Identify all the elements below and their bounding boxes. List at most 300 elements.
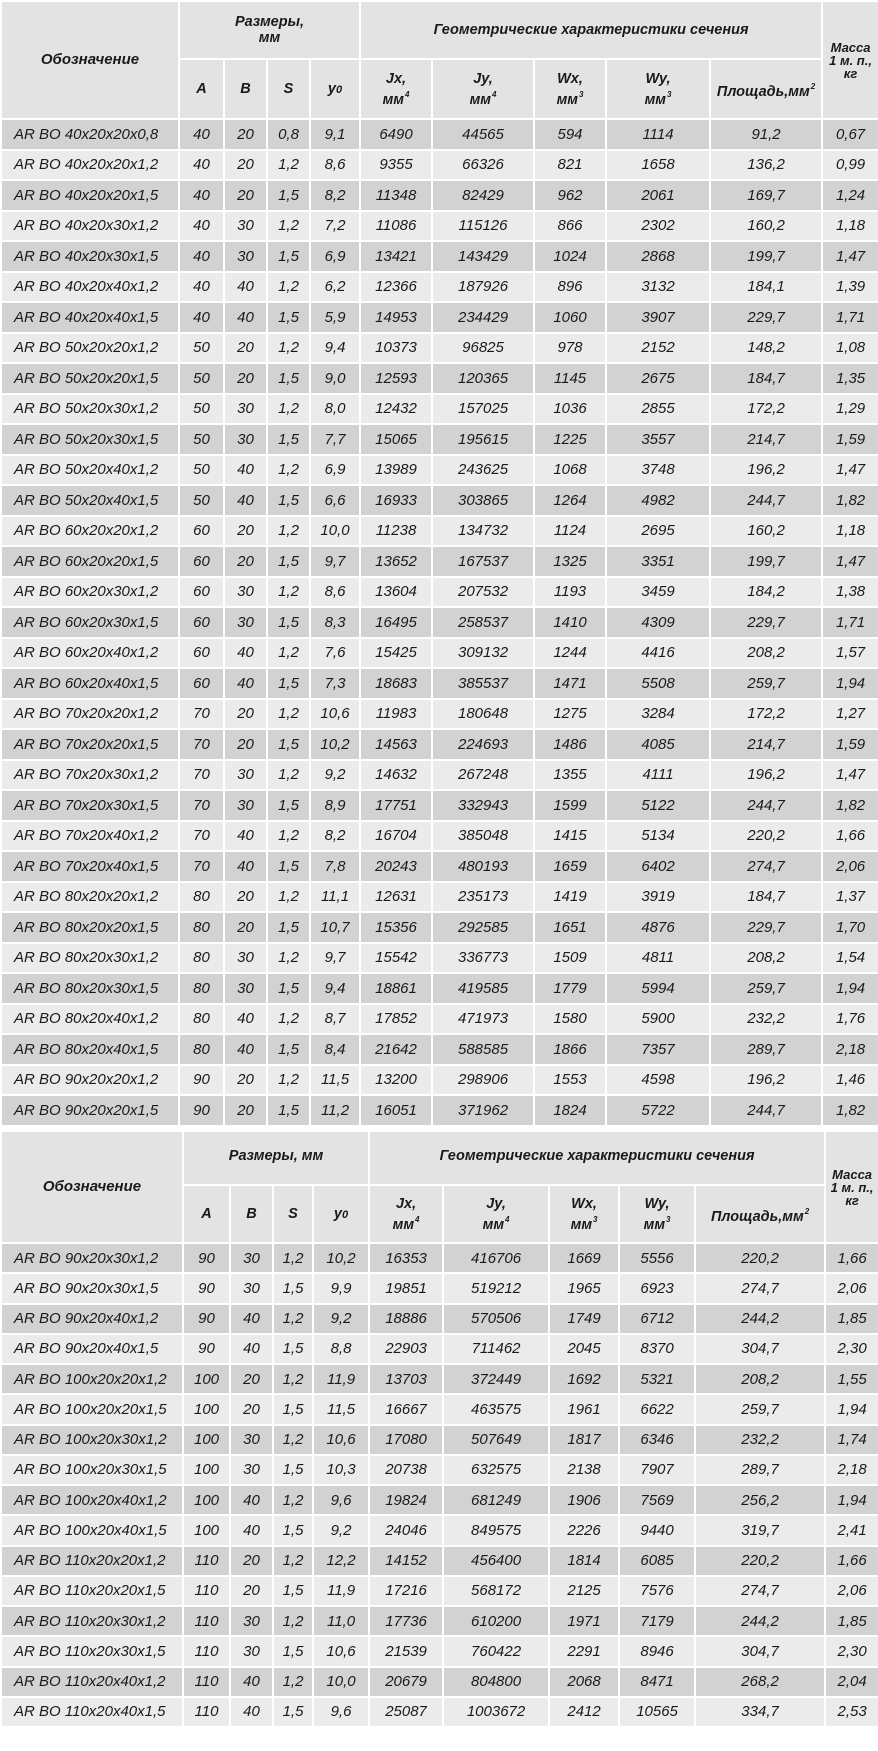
col-b-header <box>224 59 267 119</box>
value-cell: 20 <box>224 912 267 943</box>
value-cell: 19851 <box>369 1273 443 1303</box>
value-cell: 232,2 <box>710 1004 822 1035</box>
value-cell: 40 <box>179 180 224 211</box>
value-cell: 1749 <box>549 1304 619 1334</box>
value-cell: 30 <box>224 394 267 425</box>
table-row <box>1 363 878 394</box>
value-cell: 2,41 <box>825 1515 878 1545</box>
value-cell: 30 <box>230 1636 273 1666</box>
value-cell: 1325 <box>534 546 606 577</box>
value-cell: 13652 <box>360 546 432 577</box>
value-cell: 11,0 <box>313 1606 369 1636</box>
designation-cell: AR BO 50x20x30x1,5 <box>1 424 179 455</box>
value-cell: 9,2 <box>310 760 360 791</box>
value-cell: 30 <box>230 1425 273 1455</box>
value-cell: 30 <box>230 1455 273 1485</box>
value-cell: 90 <box>179 1095 224 1126</box>
value-cell: 196,2 <box>710 760 822 791</box>
designation-cell: AR BO 80x20x20x1,2 <box>1 882 179 913</box>
table-row <box>1 1394 878 1424</box>
value-cell: 1,2 <box>273 1364 313 1394</box>
value-cell: 5134 <box>606 821 710 852</box>
value-cell: 5722 <box>606 1095 710 1126</box>
value-cell: 20243 <box>360 851 432 882</box>
value-cell: 274,7 <box>695 1273 825 1303</box>
value-cell: 40 <box>224 1004 267 1035</box>
value-cell: 1415 <box>534 821 606 852</box>
area-exp: 2 <box>810 81 816 91</box>
col-s-header <box>267 59 310 119</box>
value-cell: 1,5 <box>267 973 310 1004</box>
designation-cell: AR BO 50x20x30x1,2 <box>1 394 179 425</box>
value-cell: 13200 <box>360 1065 432 1096</box>
table-row <box>1 1515 878 1545</box>
value-cell: 1,18 <box>822 211 878 242</box>
value-cell: 100 <box>183 1425 230 1455</box>
col-jy-label-2: Jy, <box>486 1195 506 1212</box>
value-cell: 10,6 <box>310 699 360 730</box>
table-row <box>1 424 878 455</box>
value-cell: 5,9 <box>310 302 360 333</box>
value-cell: 11238 <box>360 516 432 547</box>
value-cell: 90 <box>183 1334 230 1364</box>
value-cell: 1355 <box>534 760 606 791</box>
value-cell: 136,2 <box>710 150 822 181</box>
value-cell: 1,66 <box>825 1243 878 1273</box>
value-cell: 1,59 <box>822 424 878 455</box>
value-cell: 143429 <box>432 241 534 272</box>
value-cell: 13989 <box>360 455 432 486</box>
value-cell: 40 <box>230 1667 273 1697</box>
value-cell: 7569 <box>619 1485 695 1515</box>
table-row <box>1 973 878 1004</box>
value-cell: 1244 <box>534 638 606 669</box>
value-cell: 20738 <box>369 1455 443 1485</box>
value-cell: 1,2 <box>267 394 310 425</box>
value-cell: 289,7 <box>710 1034 822 1065</box>
value-cell: 13421 <box>360 241 432 272</box>
value-cell: 1,54 <box>822 943 878 974</box>
value-cell: 6712 <box>619 1304 695 1334</box>
col-wx-unit-2: мм <box>570 1216 593 1233</box>
value-cell: 20 <box>230 1364 273 1394</box>
value-cell: 196,2 <box>710 1065 822 1096</box>
value-cell: 207532 <box>432 577 534 608</box>
value-cell: 16704 <box>360 821 432 852</box>
value-cell: 480193 <box>432 851 534 882</box>
value-cell: 60 <box>179 638 224 669</box>
value-cell: 21539 <box>369 1636 443 1666</box>
value-cell: 80 <box>179 943 224 974</box>
value-cell: 760422 <box>443 1636 549 1666</box>
value-cell: 1410 <box>534 607 606 638</box>
value-cell: 319,7 <box>695 1515 825 1545</box>
designation-cell: AR BO 110x20x20x1,5 <box>1 1576 183 1606</box>
value-cell: 11,1 <box>310 882 360 913</box>
value-cell: 4982 <box>606 485 710 516</box>
col-s-label-2: S <box>288 1206 298 1222</box>
value-cell: 3351 <box>606 546 710 577</box>
mass-header: Масса 1 м. п., кг <box>822 1 878 119</box>
value-cell: 2,30 <box>825 1636 878 1666</box>
col-jx-header <box>360 59 432 119</box>
value-cell: 184,7 <box>710 882 822 913</box>
value-cell: 610200 <box>443 1606 549 1636</box>
value-cell: 1,5 <box>273 1636 313 1666</box>
table-row <box>1 1576 878 1606</box>
value-cell: 1,85 <box>825 1304 878 1334</box>
value-cell: 588585 <box>432 1034 534 1065</box>
value-cell: 172,2 <box>710 699 822 730</box>
value-cell: 7907 <box>619 1455 695 1485</box>
value-cell: 24046 <box>369 1515 443 1545</box>
value-cell: 519212 <box>443 1273 549 1303</box>
designation-cell: AR BO 100x20x40x1,2 <box>1 1485 183 1515</box>
value-cell: 0,99 <box>822 150 878 181</box>
col-b-label: B <box>240 81 251 97</box>
col-jy-exp: 4 <box>492 89 497 99</box>
value-cell: 40 <box>179 241 224 272</box>
value-cell: 1275 <box>534 699 606 730</box>
value-cell: 1,2 <box>273 1606 313 1636</box>
value-cell: 1,2 <box>267 882 310 913</box>
value-cell: 1,71 <box>822 302 878 333</box>
value-cell: 10,3 <box>313 1455 369 1485</box>
value-cell: 7,8 <box>310 851 360 882</box>
value-cell: 594 <box>534 119 606 150</box>
designation-cell: AR BO 50x20x40x1,2 <box>1 455 179 486</box>
value-cell: 66326 <box>432 150 534 181</box>
value-cell: 220,2 <box>710 821 822 852</box>
col-jy-header <box>432 59 534 119</box>
value-cell: 199,7 <box>710 241 822 272</box>
table-row <box>1 150 878 181</box>
value-cell: 1659 <box>534 851 606 882</box>
value-cell: 40 <box>224 272 267 303</box>
value-cell: 20 <box>230 1546 273 1576</box>
designation-header-2: Обозначение <box>1 1131 183 1243</box>
value-cell: 1553 <box>534 1065 606 1096</box>
col-wx-unit: мм <box>556 91 579 108</box>
value-cell: 1866 <box>534 1034 606 1065</box>
designation-cell: AR BO 80x20x30x1,5 <box>1 973 179 1004</box>
geometry-header-2: Геометрические характеристики сечения <box>369 1131 825 1185</box>
value-cell: 7357 <box>606 1034 710 1065</box>
value-cell: 9,2 <box>313 1515 369 1545</box>
designation-cell: AR BO 100x20x30x1,5 <box>1 1455 183 1485</box>
value-cell: 1,5 <box>267 424 310 455</box>
value-cell: 30 <box>230 1606 273 1636</box>
value-cell: 256,2 <box>695 1485 825 1515</box>
value-cell: 1,2 <box>273 1304 313 1334</box>
value-cell: 10,0 <box>313 1667 369 1697</box>
value-cell: 2675 <box>606 363 710 394</box>
value-cell: 44565 <box>432 119 534 150</box>
table-row <box>1 943 878 974</box>
value-cell: 1658 <box>606 150 710 181</box>
value-cell: 1817 <box>549 1425 619 1455</box>
value-cell: 1,5 <box>267 302 310 333</box>
col-area-label-2: Площадь,мм <box>710 1208 804 1225</box>
col-b-label-2: B <box>246 1206 257 1222</box>
value-cell: 1036 <box>534 394 606 425</box>
value-cell: 5556 <box>619 1243 695 1273</box>
col-area-label: Площадь,мм <box>716 83 810 100</box>
value-cell: 244,7 <box>710 485 822 516</box>
value-cell: 195615 <box>432 424 534 455</box>
value-cell: 90 <box>183 1304 230 1334</box>
value-cell: 3459 <box>606 577 710 608</box>
value-cell: 110 <box>183 1667 230 1697</box>
col-wx-label-2: Wx, <box>571 1195 597 1212</box>
table-row <box>1 1455 878 1485</box>
value-cell: 3907 <box>606 302 710 333</box>
value-cell: 1193 <box>534 577 606 608</box>
value-cell: 80 <box>179 1034 224 1065</box>
value-cell: 9440 <box>619 1515 695 1545</box>
designation-cell: AR BO 40x20x30x1,2 <box>1 211 179 242</box>
value-cell: 70 <box>179 851 224 882</box>
designation-cell: AR BO 90x20x30x1,2 <box>1 1243 183 1273</box>
value-cell: 18861 <box>360 973 432 1004</box>
value-cell: 2291 <box>549 1636 619 1666</box>
table-row <box>1 1273 878 1303</box>
value-cell: 90 <box>183 1243 230 1273</box>
col-a-header <box>179 59 224 119</box>
value-cell: 1692 <box>549 1364 619 1394</box>
value-cell: 20 <box>224 150 267 181</box>
value-cell: 2152 <box>606 333 710 364</box>
table-row <box>1 241 878 272</box>
value-cell: 60 <box>179 607 224 638</box>
value-cell: 2855 <box>606 394 710 425</box>
col-s-header-2 <box>273 1185 313 1243</box>
value-cell: 5900 <box>606 1004 710 1035</box>
value-cell: 244,7 <box>710 1095 822 1126</box>
value-cell: 1,37 <box>822 882 878 913</box>
value-cell: 220,2 <box>695 1243 825 1273</box>
value-cell: 30 <box>230 1243 273 1273</box>
value-cell: 8370 <box>619 1334 695 1364</box>
col-wx-header-2 <box>549 1185 619 1243</box>
table-row <box>1 180 878 211</box>
value-cell: 1,5 <box>273 1334 313 1364</box>
designation-cell: AR BO 50x20x20x1,2 <box>1 333 179 364</box>
value-cell: 17080 <box>369 1425 443 1455</box>
value-cell: 40 <box>230 1515 273 1545</box>
col-a-label: A <box>196 81 207 97</box>
value-cell: 60 <box>179 577 224 608</box>
value-cell: 40 <box>179 302 224 333</box>
value-cell: 40 <box>179 119 224 150</box>
value-cell: 289,7 <box>695 1455 825 1485</box>
value-cell: 5122 <box>606 790 710 821</box>
value-cell: 1419 <box>534 882 606 913</box>
value-cell: 13703 <box>369 1364 443 1394</box>
value-cell: 2,06 <box>825 1576 878 1606</box>
value-cell: 1599 <box>534 790 606 821</box>
value-cell: 1145 <box>534 363 606 394</box>
value-cell: 22903 <box>369 1334 443 1364</box>
value-cell: 15425 <box>360 638 432 669</box>
value-cell: 385537 <box>432 668 534 699</box>
value-cell: 1,2 <box>267 516 310 547</box>
value-cell: 1,47 <box>822 546 878 577</box>
value-cell: 224693 <box>432 729 534 760</box>
value-cell: 70 <box>179 790 224 821</box>
value-cell: 1,82 <box>822 1095 878 1126</box>
value-cell: 8946 <box>619 1636 695 1666</box>
value-cell: 234429 <box>432 302 534 333</box>
value-cell: 0,8 <box>267 119 310 150</box>
value-cell: 4811 <box>606 943 710 974</box>
designation-cell: AR BO 70x20x40x1,5 <box>1 851 179 882</box>
value-cell: 184,7 <box>710 363 822 394</box>
designation-cell: AR BO 80x20x20x1,5 <box>1 912 179 943</box>
value-cell: 3557 <box>606 424 710 455</box>
value-cell: 1,2 <box>267 699 310 730</box>
value-cell: 1,94 <box>822 973 878 1004</box>
value-cell: 1,47 <box>822 455 878 486</box>
value-cell: 9,0 <box>310 363 360 394</box>
y0-subscript-2: 0 <box>342 1208 349 1221</box>
col-y0-header-2 <box>313 1185 369 1243</box>
value-cell: 1,70 <box>822 912 878 943</box>
designation-cell: AR BO 110x20x30x1,2 <box>1 1606 183 1636</box>
designation-cell: AR BO 40x20x40x1,2 <box>1 272 179 303</box>
value-cell: 50 <box>179 424 224 455</box>
value-cell: 180648 <box>432 699 534 730</box>
value-cell: 962 <box>534 180 606 211</box>
value-cell: 1,27 <box>822 699 878 730</box>
value-cell: 507649 <box>443 1425 549 1455</box>
value-cell: 258537 <box>432 607 534 638</box>
value-cell: 4416 <box>606 638 710 669</box>
value-cell: 110 <box>183 1697 230 1727</box>
designation-cell: AR BO 110x20x40x1,5 <box>1 1697 183 1727</box>
value-cell: 896 <box>534 272 606 303</box>
col-y0-header <box>310 59 360 119</box>
value-cell: 1961 <box>549 1394 619 1424</box>
value-cell: 40 <box>230 1334 273 1364</box>
value-cell: 16933 <box>360 485 432 516</box>
col-wx-exp-2: 3 <box>593 1214 598 1224</box>
value-cell: 1,94 <box>825 1394 878 1424</box>
col-a-label-2: A <box>201 1206 212 1222</box>
value-cell: 90 <box>179 1065 224 1096</box>
table-row <box>1 1606 878 1636</box>
value-cell: 6923 <box>619 1273 695 1303</box>
table-row <box>1 1243 878 1273</box>
value-cell: 12432 <box>360 394 432 425</box>
value-cell: 16353 <box>369 1243 443 1273</box>
table-row <box>1 1034 878 1065</box>
value-cell: 8,6 <box>310 577 360 608</box>
value-cell: 267248 <box>432 760 534 791</box>
value-cell: 15542 <box>360 943 432 974</box>
value-cell: 632575 <box>443 1455 549 1485</box>
table-row <box>1 119 878 150</box>
designation-cell: AR BO 60x20x40x1,2 <box>1 638 179 669</box>
value-cell: 1003672 <box>443 1697 549 1727</box>
value-cell: 30 <box>224 760 267 791</box>
col-wy-exp: 3 <box>667 89 672 99</box>
value-cell: 1,85 <box>825 1606 878 1636</box>
value-cell: 9,4 <box>310 973 360 1004</box>
value-cell: 1,5 <box>273 1515 313 1545</box>
value-cell: 229,7 <box>710 302 822 333</box>
value-cell: 80 <box>179 1004 224 1035</box>
table-row <box>1 1364 878 1394</box>
value-cell: 1814 <box>549 1546 619 1576</box>
value-cell: 243625 <box>432 455 534 486</box>
value-cell: 1,2 <box>267 333 310 364</box>
value-cell: 13604 <box>360 577 432 608</box>
designation-cell: AR BO 110x20x30x1,5 <box>1 1636 183 1666</box>
value-cell: 40 <box>224 851 267 882</box>
value-cell: 6,9 <box>310 455 360 486</box>
table-row <box>1 760 878 791</box>
value-cell: 1,2 <box>267 150 310 181</box>
value-cell: 1,5 <box>267 485 310 516</box>
value-cell: 11,9 <box>313 1364 369 1394</box>
value-cell: 1,5 <box>267 668 310 699</box>
dimensions-header: Размеры, мм <box>179 1 360 59</box>
value-cell: 16667 <box>369 1394 443 1424</box>
value-cell: 1580 <box>534 1004 606 1035</box>
value-cell: 11348 <box>360 180 432 211</box>
value-cell: 1,5 <box>273 1697 313 1727</box>
value-cell: 463575 <box>443 1394 549 1424</box>
col-jy-exp-2: 4 <box>505 1214 510 1224</box>
table-row <box>1 668 878 699</box>
value-cell: 30 <box>224 943 267 974</box>
value-cell: 1,76 <box>822 1004 878 1035</box>
value-cell: 1,2 <box>267 1065 310 1096</box>
value-cell: 235173 <box>432 882 534 913</box>
value-cell: 1,66 <box>822 821 878 852</box>
value-cell: 8,4 <box>310 1034 360 1065</box>
designation-cell: AR BO 70x20x40x1,2 <box>1 821 179 852</box>
value-cell: 244,2 <box>695 1606 825 1636</box>
value-cell: 2,53 <box>825 1697 878 1727</box>
value-cell: 40 <box>224 1034 267 1065</box>
value-cell: 208,2 <box>710 943 822 974</box>
value-cell: 336773 <box>432 943 534 974</box>
value-cell: 1,46 <box>822 1065 878 1096</box>
value-cell: 7,3 <box>310 668 360 699</box>
value-cell: 20 <box>224 180 267 211</box>
col-jy-header-2 <box>443 1185 549 1243</box>
value-cell: 30 <box>224 211 267 242</box>
table-row <box>1 1304 878 1334</box>
value-cell: 1,5 <box>267 241 310 272</box>
value-cell: 1,5 <box>267 180 310 211</box>
value-cell: 6490 <box>360 119 432 150</box>
table-row <box>1 1065 878 1096</box>
value-cell: 30 <box>224 607 267 638</box>
area-exp-2: 2 <box>804 1206 810 1216</box>
value-cell: 160,2 <box>710 516 822 547</box>
value-cell: 232,2 <box>695 1425 825 1455</box>
value-cell: 60 <box>179 668 224 699</box>
value-cell: 2068 <box>549 1667 619 1697</box>
designation-cell: AR BO 100x20x20x1,5 <box>1 1394 183 1424</box>
value-cell: 978 <box>534 333 606 364</box>
designation-cell: AR BO 70x20x30x1,5 <box>1 790 179 821</box>
table-row <box>1 485 878 516</box>
col-s-label: S <box>283 81 294 97</box>
